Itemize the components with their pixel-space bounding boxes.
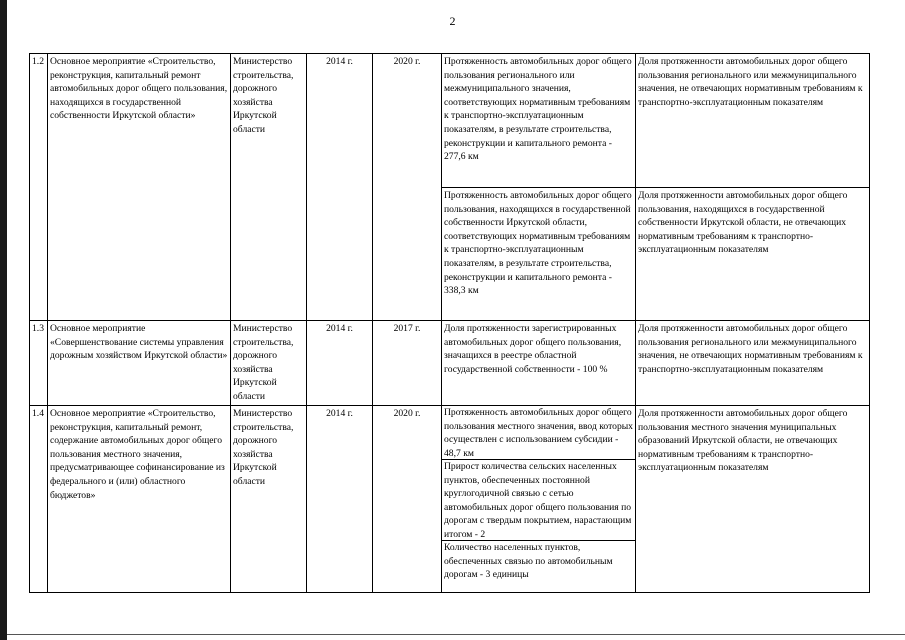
- indicator-item: Количество населенных пунктов, обеспеченных связью по автомобильным дорогам - 3 единицы: [444, 542, 613, 581]
- indicator-cell: Доля протяженности зарегистрированных автомобильных дорог общего пользования, значащихся в реестре областной государственной собственности - 100 %: [442, 321, 636, 406]
- scan-left-edge: [0, 0, 7, 640]
- page-number: 2: [449, 14, 456, 28]
- executor: Министерство строительства, дорожного хозяйства Иркутской области: [231, 321, 307, 406]
- row-number: 1.4: [30, 406, 48, 593]
- end-year: 2020 г.: [373, 406, 442, 593]
- measure-name: Основное мероприятие «Строительство, реконструкция, капитальный ремонт автомобильных дорог общего пользования, находящихся в государственной собственности Иркутской области»: [48, 54, 231, 321]
- target-cell: Доля протяженности автомобильных дорог общего пользования местного значения муниципальных образований Иркутской области, не отвечающих нормативным требованиям к транспортно-эксплуатационным показателям: [636, 406, 870, 593]
- end-year: 2020 г.: [373, 54, 442, 321]
- row-number: 1.2: [30, 54, 48, 321]
- indicator-item: Прирост количества сельских населенных пунктов, обеспеченных постоянной круглогодичной связью с сетью автомобильных дорог общего пользования по дорогам с твердым покрытием, нарастающим итогом - 2: [442, 460, 635, 541]
- indicator-stack: [442, 406, 635, 587]
- measures-table: [29, 53, 870, 593]
- measure-name: Основное мероприятие «Строительство, реконструкция, капитальный ремонт, содержание автомобильных дорог общего пользования местного значения, предусматривающее софинансирование из федерального и (или) областного бюджетов»: [48, 406, 231, 593]
- executor: Министерство строительства, дорожного хозяйства Иркутской области: [231, 54, 307, 321]
- table-row-1-4: [30, 406, 870, 593]
- table-row-1-3: [30, 321, 870, 406]
- start-year: 2014 г.: [307, 54, 373, 321]
- indicator-cell: Протяженность автомобильных дорог общего пользования, находящихся в государственной собственности Иркутской области, соответствующих нормативным требованиям к транспортно-эксплуатационным показателям, в результате строительства, реконструкции и капитального ремонта - 338,3 км: [442, 188, 636, 321]
- measure-name: Основное мероприятие «Совершенствование системы управления дорожным хозяйством Иркутской области»: [48, 321, 231, 406]
- table-row-1-2: [30, 54, 870, 188]
- scan-bottom-edge: [7, 634, 905, 635]
- row-number: 1.3: [30, 321, 48, 406]
- executor: Министерство строительства, дорожного хозяйства Иркутской области: [231, 406, 307, 593]
- indicator-cell: Протяженность автомобильных дорог общего пользования регионального или межмуниципального значения, соответствующих нормативным требованиям к транспортно-эксплуатационным показателям, в результате строительства, реконструкции и капитального ремонта - 277,6 км: [442, 54, 636, 188]
- start-year: 2014 г.: [307, 406, 373, 593]
- target-cell: Доля протяженности автомобильных дорог общего пользования, находящихся в государственной собственности Иркутской области, не отвечающих нормативным требованиям к транспортно-эксплуатационным показателям: [636, 188, 870, 321]
- indicator-item: Протяженность автомобильных дорог общего пользования местного значения, ввод которых осуществлен с использованием субсидии - 48,7 км: [442, 406, 635, 460]
- indicator-cell-stack: [442, 406, 636, 593]
- start-year: 2014 г.: [307, 321, 373, 406]
- target-cell: Доля протяженности автомобильных дорог общего пользования регионального или межмуниципального значения, не отвечающих нормативным требованиям к транспортно-эксплуатационным показателям: [636, 321, 870, 406]
- target-cell: Доля протяженности автомобильных дорог общего пользования регионального или межмуниципального значения, не отвечающих нормативным требованиям к транспортно-эксплуатационным показателям: [636, 54, 870, 188]
- end-year: 2017 г.: [373, 321, 442, 406]
